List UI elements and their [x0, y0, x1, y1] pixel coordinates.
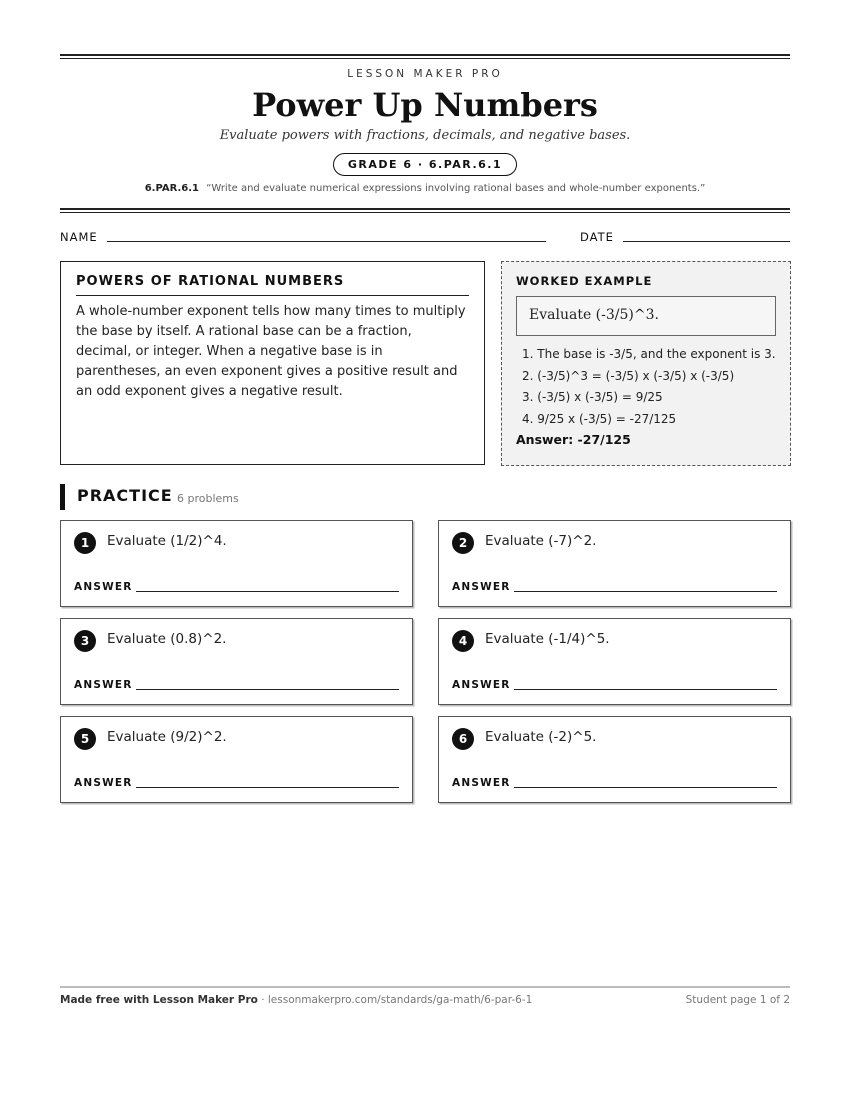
answer-label: ANSWER	[452, 581, 511, 593]
footer-rule	[60, 986, 790, 988]
problem-number: 5	[74, 728, 96, 750]
problem-prompt: Evaluate (9/2)^2.	[107, 729, 227, 745]
worksheet-title: Power Up Numbers	[252, 86, 598, 124]
problem-number: 6	[452, 728, 474, 750]
name-field[interactable]	[107, 241, 546, 242]
answer-label: ANSWER	[74, 777, 133, 789]
answer-field[interactable]	[136, 689, 399, 690]
standard-line	[60, 183, 790, 194]
problem-card	[438, 716, 791, 803]
answer-field[interactable]	[514, 787, 777, 788]
grade-badge: GRADE 6 · 6.PAR.6.1	[333, 153, 517, 176]
problem-card	[438, 520, 791, 607]
problem-card	[60, 520, 413, 607]
problem-prompt: Evaluate (0.8)^2.	[107, 631, 227, 647]
practice-title: PRACTICE	[77, 486, 173, 505]
answer-field[interactable]	[136, 787, 399, 788]
worksheet-subtitle: Evaluate powers with fractions, decimals, and negative bases.	[219, 128, 631, 143]
concept-box	[60, 261, 485, 465]
date-field[interactable]	[623, 241, 790, 242]
name-label: NAME	[60, 230, 98, 244]
standard-code: 6.PAR.6.1	[144, 183, 200, 194]
header-bottom-rule	[60, 208, 790, 213]
footer-url[interactable]: lessonmakerpro.com/standards/ga-math/6-par-6-1	[267, 994, 533, 1006]
problem-prompt: Evaluate (-2)^5.	[485, 729, 597, 745]
standard-text: “Write and evaluate numerical expressions involving rational bases and whole-number exponents.”	[206, 183, 706, 194]
problem-prompt: Evaluate (-1/4)^5.	[485, 631, 610, 647]
worked-example-problem: Evaluate (-3/5)^3.	[516, 296, 776, 336]
footer-separator: ·	[257, 994, 268, 1006]
footer-credit	[60, 994, 532, 1006]
footer-page-number: Student page 1 of 2	[685, 994, 790, 1006]
worked-step: 1. The base is -3/5, and the exponent is 3.	[522, 347, 776, 361]
problem-card	[438, 618, 791, 705]
practice-accent-bar	[60, 484, 65, 510]
worked-step: 2. (-3/5)^3 = (-3/5) x (-3/5) x (-3/5)	[522, 368, 735, 383]
footer-made-with: Made free with Lesson Maker Pro	[60, 994, 258, 1006]
worked-example-steps	[516, 344, 776, 430]
answer-label: ANSWER	[452, 679, 511, 691]
worked-example-box	[501, 261, 791, 466]
practice-count: 6 problems	[177, 492, 239, 505]
concept-title: POWERS OF RATIONAL NUMBERS	[76, 274, 469, 296]
answer-label: ANSWER	[74, 581, 133, 593]
answer-label: ANSWER	[452, 777, 511, 789]
worked-example-title: WORKED EXAMPLE	[516, 274, 653, 288]
answer-field[interactable]	[514, 689, 777, 690]
problem-card	[60, 618, 413, 705]
worked-step: 3. (-3/5) x (-3/5) = 9/25	[522, 390, 663, 404]
brand-name: LESSON MAKER PRO	[347, 68, 503, 80]
concept-body: A whole-number exponent tells how many times to multiply the base by itself. A rational base can be a fraction, decimal, or integer. When a negative base is in parentheses, an even exponent gives a positive result and an odd exponent gives a negative result.	[76, 304, 466, 399]
worked-example-answer: Answer: -27/125	[516, 432, 631, 447]
answer-field[interactable]	[514, 591, 777, 592]
problem-card	[60, 716, 413, 803]
header-top-rule	[60, 54, 790, 59]
problem-prompt: Evaluate (-7)^2.	[485, 533, 597, 549]
answer-label: ANSWER	[74, 679, 133, 691]
problem-number: 3	[74, 630, 96, 652]
problem-prompt: Evaluate (1/2)^4.	[107, 533, 227, 549]
problem-number: 1	[74, 532, 96, 554]
grade-badge-wrap	[60, 153, 790, 176]
problem-number: 2	[452, 532, 474, 554]
date-label: DATE	[580, 230, 614, 244]
answer-field[interactable]	[136, 591, 399, 592]
worked-step: 4. 9/25 x (-3/5) = -27/125	[522, 411, 677, 426]
problem-number: 4	[452, 630, 474, 652]
